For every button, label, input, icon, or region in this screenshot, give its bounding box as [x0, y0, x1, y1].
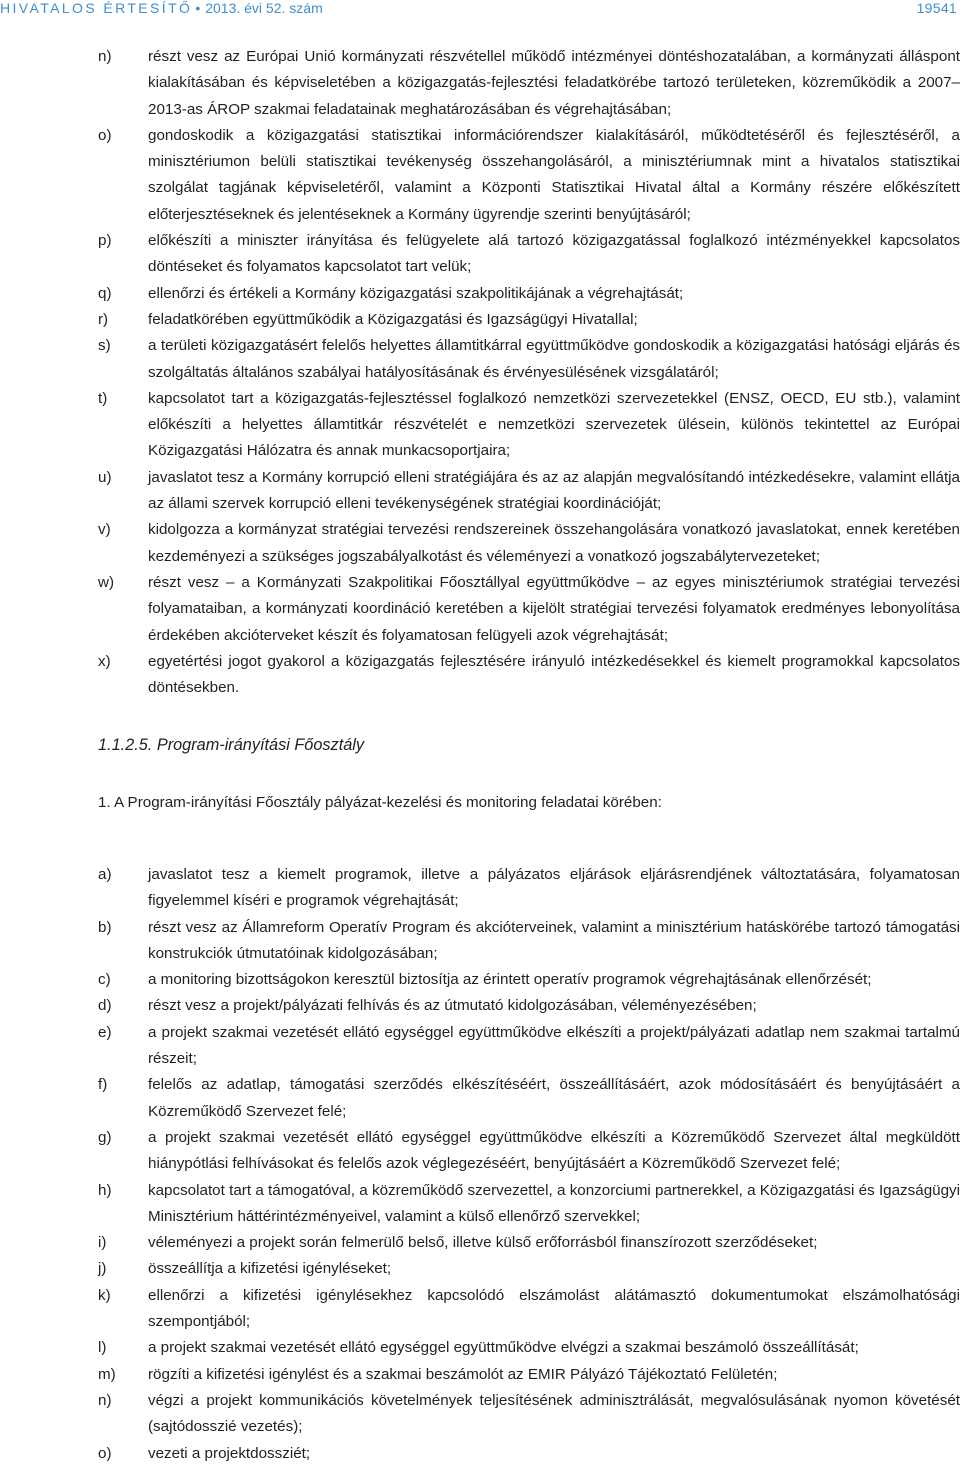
issue-number: 2013. évi 52. szám	[205, 0, 323, 16]
list-item-text: részt vesz az Államreform Operatív Program és akcióterveinek, valamint a minisztérium hatáskörébe tartozó támogatási konstrukciók útmutatóinak kidolgozásában;	[148, 918, 960, 962]
list-item	[0, 1256, 960, 1282]
list-item-label: n)	[98, 1391, 112, 1409]
bullet-separator: •	[195, 0, 201, 16]
list-item	[0, 1125, 960, 1178]
list-item-text: javaslatot tesz a kiemelt programok, illetve a pályázatos eljárások eljárásrendjének változtatására, folyamatosan figyelemmel kíséri e programok végrehajtását;	[148, 866, 960, 910]
list-item	[0, 465, 960, 518]
list-item-label: e)	[98, 1023, 112, 1041]
list-item-text: kidolgozza a kormányzat stratégiai tervezési rendszereinek összehangolására vonatkozó javaslatokat, ennek keretében kezdeményezi a szükséges jogszabályalkotást és véleményezi a vonatkozó jogszabálytervezeteket;	[148, 521, 960, 565]
list-item	[0, 1020, 960, 1073]
list-item	[0, 1388, 960, 1441]
list-item-text: a területi közigazgatásért felelős helyettes államtitkárral együttműködve gondoskodik a közigazgatási hatósági eljárás és szolgáltatás általános szabályai hatályosításának és érvényesülésének vizsgálatáról;	[148, 337, 960, 381]
list-item	[0, 1230, 960, 1256]
list-item-text: javaslatot tesz a Kormány korrupció elleni stratégiájára és az az alapján megvalósítandó intézkedésekre, valamint ellátja az állami szervek korrupció elleni tevékenységének stratégiai koordinációját;	[148, 468, 960, 513]
list-item-label: r)	[98, 310, 109, 328]
program-office-task-list	[0, 862, 960, 1467]
list-item	[0, 1362, 960, 1388]
list-item-label: u)	[98, 468, 112, 486]
list-item	[0, 281, 960, 307]
list-item-label: p)	[98, 232, 112, 250]
list-item-label: j)	[98, 1260, 107, 1278]
list-item-text: a monitoring bizottságokon keresztül biztosítja az érintett operatív programok végrehajtásának ellenőrzését;	[148, 971, 872, 989]
list-item-label: o)	[98, 1444, 112, 1462]
list-item	[0, 1178, 960, 1231]
list-item	[0, 862, 960, 915]
list-item	[0, 517, 960, 570]
list-item-label: c)	[98, 971, 111, 989]
list-item-label: a)	[98, 866, 112, 883]
list-item-text: egyetértési jogot gyakorol a közigazgatás fejlesztésére irányuló intézkedésekkel és kiemelt programokkal kapcsolatos döntésekben.	[148, 652, 960, 697]
list-item-label: x)	[98, 652, 111, 670]
list-item-label: s)	[98, 337, 111, 355]
list-item-label: h)	[98, 1181, 112, 1199]
list-item-text: véleményezi a projekt során felmerülő belső, illetve külső erőforrásból finanszírozott szerződéseket;	[148, 1234, 818, 1252]
list-item	[0, 1441, 960, 1467]
section-intro: 1. A Program-irányítási Főosztály pályázat-kezelési és monitoring feladatai körében:	[98, 794, 662, 811]
list-item	[0, 123, 960, 228]
list-item-label: t)	[98, 389, 108, 407]
list-item-text: részt vesz – a Kormányzati Szakpolitikai Főosztállyal együttműködve – az egyes minisztériumok stratégiai tervezési folyamataiban, a kormányzati koordináció keretében a kijelölt stratégiai tervezési folyamatok eredményes lebonyolítása érdekében akcióterveket készít és folyamatosan felügyeli azok végrehajtását;	[148, 573, 960, 644]
list-item-label: w)	[98, 573, 115, 591]
page-number: 19541	[916, 0, 957, 16]
list-item-label: l)	[98, 1339, 107, 1357]
list-item	[0, 1335, 960, 1361]
list-item-text: részt vesz a projekt/pályázati felhívás és az útmutató kidolgozásában, véleményezésében;	[148, 997, 757, 1015]
list-item-text: a projekt szakmai vezetését ellátó egységgel együttműködve elvégzi a szakmai beszámoló összeállítását;	[148, 1339, 859, 1357]
list-item-label: b)	[98, 918, 112, 936]
list-item	[0, 1283, 960, 1336]
list-item-label: g)	[98, 1128, 112, 1146]
list-item-text: a projekt szakmai vezetését ellátó egységgel együttműködve elkészíti a projekt/pályázati adatlap nem szakmai tartalmú részeit;	[148, 1023, 960, 1068]
list-item-label: q)	[98, 284, 112, 302]
list-item	[0, 228, 960, 281]
list-item-text: rögzíti a kifizetési igénylést és a szakmai beszámolót az EMIR Pályázó Tájékoztató Felületén;	[148, 1365, 778, 1383]
list-item-text: végzi a projekt kommunikációs követelmények teljesítésének adminisztrálását, megvalósulásának nyomon követését (sajtódosszié vezetés);	[148, 1391, 960, 1436]
list-item-text: vezeti a projektdossziét;	[148, 1444, 311, 1462]
list-item-text: feladatkörében együttműködik a Közigazgatási és Igazságügyi Hivatallal;	[148, 310, 638, 328]
list-item	[0, 915, 960, 968]
list-item-text: részt vesz az Európai Unió kormányzati részvétellel működő intézményei döntéshozatalában, a kormányzati álláspont kialakításában és képviseletében a közigazgatás-fejlesztési feladatkörébe tartozó területeken, közreműködik a 2007–2013-as ÁROP szakmai feladatainak meghatározásában és végrehajtásában;	[148, 48, 960, 118]
list-item-text: ellenőrzi a kifizetési igénylésekhez kapcsolódó elszámolást alátámasztó dokumentumokat elszámolhatósági szempontjából;	[148, 1286, 960, 1331]
list-item-label: i)	[98, 1234, 107, 1252]
list-item-text: kapcsolatot tart a támogatóval, a közreműködő szervezettel, a konzorciumi partnerekkel, a Közigazgatási és Igazságügyi Minisztérium háttérintézményeivel, valamint a külső ellenőrző szervekkel;	[148, 1181, 960, 1225]
list-item-label: m)	[98, 1365, 116, 1383]
list-item	[0, 333, 960, 386]
list-item-text: ellenőrzi és értékeli a Kormány közigazgatási szakpolitikájának a végrehajtását;	[148, 284, 684, 302]
journal-name: HIVATALOS ÉRTESÍTŐ	[0, 0, 193, 16]
list-item-label: d)	[98, 997, 112, 1015]
list-item-text: a projekt szakmai vezetését ellátó egységgel együttműködve elkészíti a Közreműködő Szervezet által megküldött hiánypótlási felhívásokat és felelős azok véglegezéséért, benyújtásáért a Közreműködő Szervezet felé;	[148, 1128, 960, 1173]
list-item-label: f)	[98, 1076, 108, 1094]
section-heading: 1.1.2.5. Program-irányítási Főosztály	[98, 736, 365, 754]
list-item	[0, 967, 960, 993]
list-item	[0, 386, 960, 465]
list-item-label: o)	[98, 126, 112, 144]
list-item-text: előkészíti a miniszter irányítása és felügyelete alá tartozó közigazgatással foglalkozó intézményekkel kapcsolatos döntéseket és folyamatos kapcsolatot tart velük;	[148, 232, 960, 276]
list-item-text: kapcsolatot tart a közigazgatás-fejlesztéssel foglalkozó nemzetközi szervezetekkel (ENSZ, OECD, EU stb.), valamint előkészíti a helyettes államtitkár részvételét e nemzetközi szervezetek ülésein, különös tekintettel az Európai Közigazgatási Hálózatra és annak munkacsoportjaira;	[148, 389, 960, 460]
list-item	[0, 570, 960, 649]
list-item-label: v)	[98, 521, 111, 539]
list-item-text: gondoskodik a közigazgatási statisztikai információrendszer kialakításáról, működtetéséről és fejlesztéséről, a minisztériumon belüli statisztikai tevékenység összehangolásáról, a minisztériumnak mint a hivatalos statisztikai szolgálat tagjának képviseletéről, valamint a Központi Statisztikai Hivatal által a Kormány részére előkészített előterjesztéseknek és jelentéseknek a Kormány ügyrendje szerinti benyújtásáról;	[148, 126, 960, 223]
list-item	[0, 1072, 960, 1125]
running-header	[0, 0, 960, 22]
list-item-text: összeállítja a kifizetési igényléseket;	[148, 1260, 392, 1278]
list-item-label: k)	[98, 1286, 111, 1304]
list-item	[0, 307, 960, 333]
list-item	[0, 993, 960, 1019]
journal-title	[0, 0, 323, 16]
task-list-continued	[0, 44, 960, 701]
list-item-label: n)	[98, 48, 112, 65]
list-item	[0, 44, 960, 123]
list-item-text: felelős az adatlap, támogatási szerződés elkészítéséért, összeállításáért, azok módosításáért és benyújtásáért a Közreműködő Szervezet felé;	[148, 1076, 960, 1120]
list-item	[0, 649, 960, 702]
